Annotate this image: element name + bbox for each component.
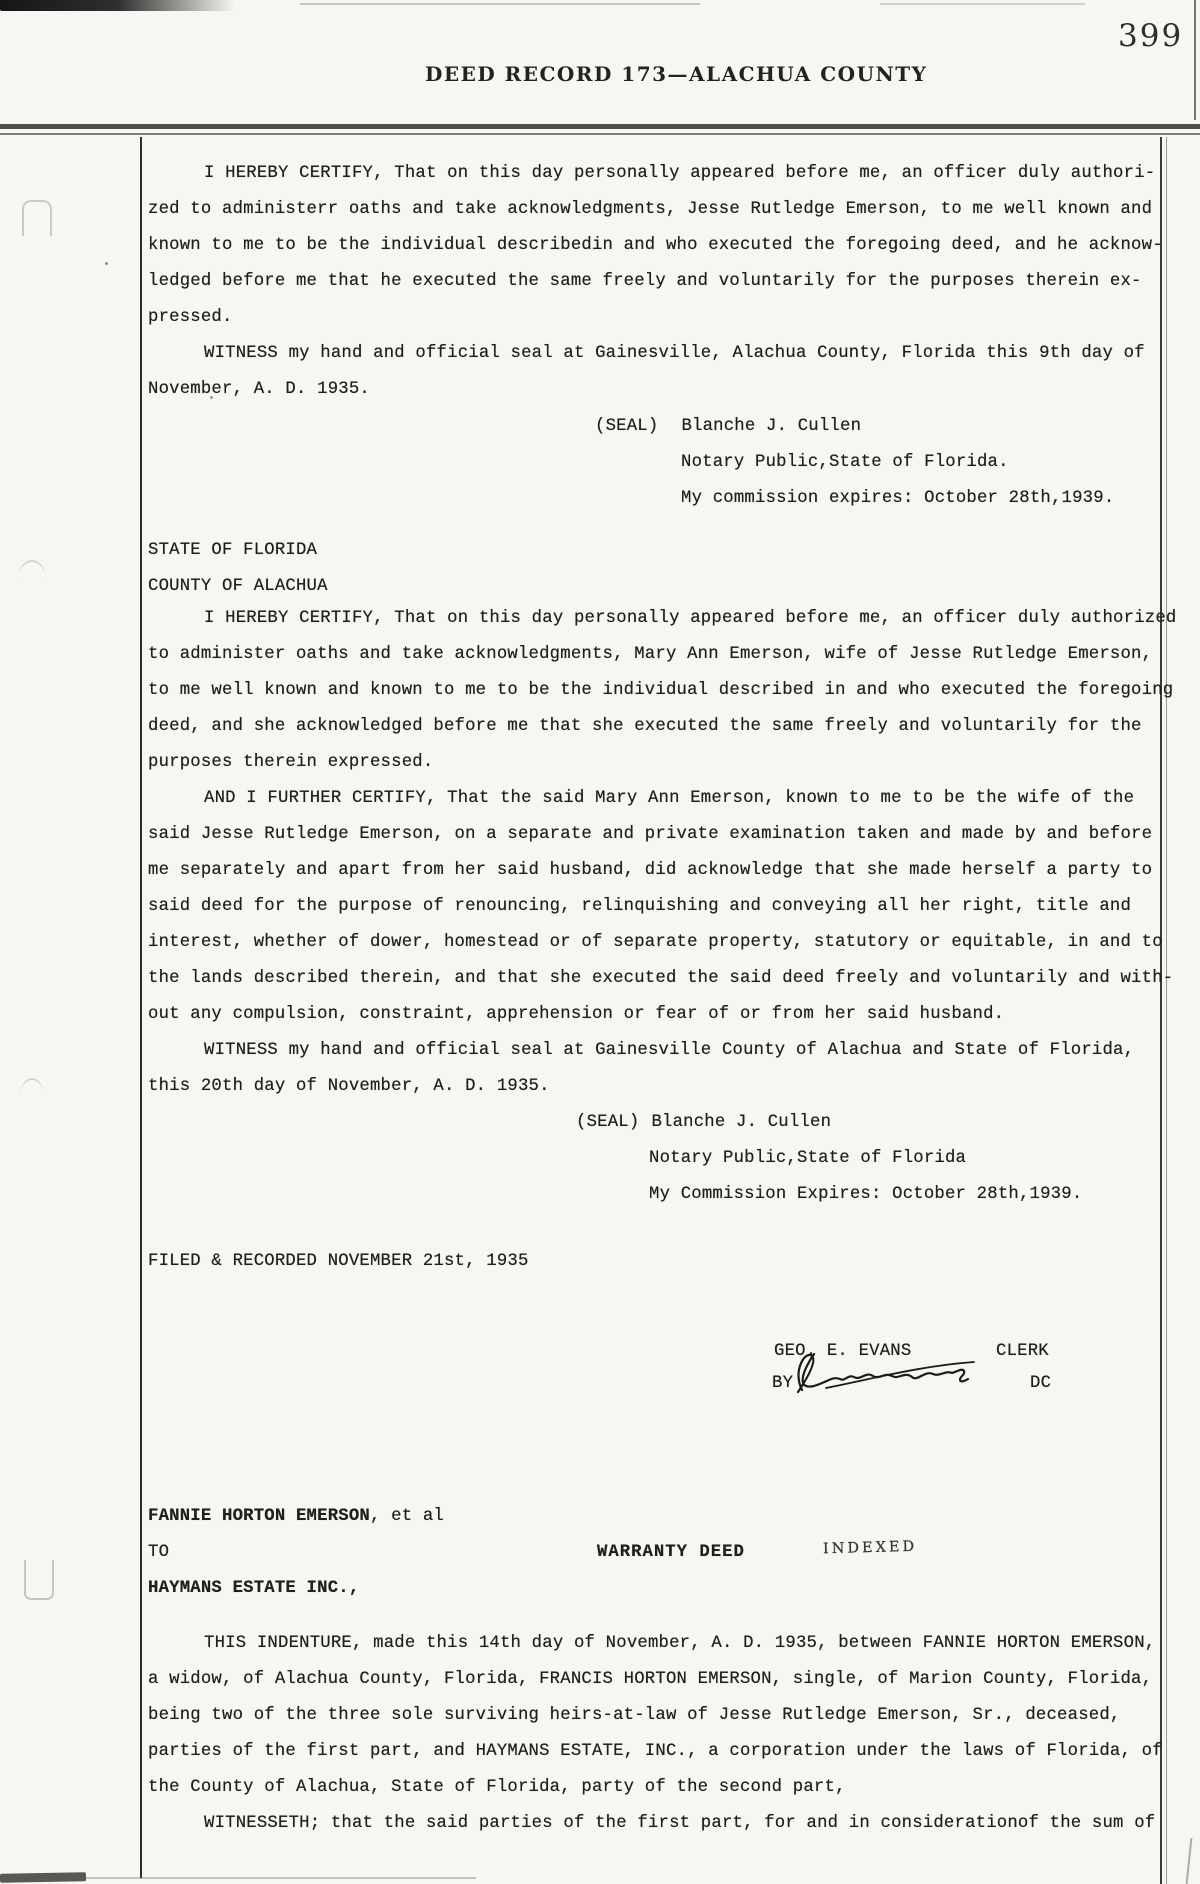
document-line: November, A. D. 1935.: [148, 380, 370, 399]
scan-artifact: [1186, 1838, 1193, 1884]
document-line: known to me to be the individual describedin and who executed the foregoing deed, and he acknow-: [148, 236, 1163, 255]
instrument-title: WARRANTY DEED: [597, 1543, 745, 1562]
document-line: being two of the three sole surviving heirs-at-law of Jesse Rutledge Emerson, Sr., deceased,: [148, 1706, 1121, 1725]
notary-title: Notary Public,State of Florida: [649, 1149, 967, 1168]
scan-artifact: [105, 262, 108, 265]
document-line: me separately and apart from her said husband, did acknowledge that she made herself a party to: [148, 861, 1153, 880]
scan-smudge-bottom: [0, 1872, 86, 1882]
document-line: said Jesse Rutledge Emerson, on a separate and private examination taken and made by and before: [148, 825, 1153, 844]
scan-artifact: [18, 560, 46, 580]
clerk-title: CLERK: [996, 1342, 1049, 1361]
scan-artifact: [300, 3, 700, 5]
caption-grantor: [148, 1499, 444, 1535]
page-number: 399: [1118, 18, 1184, 54]
document-line: WITNESSETH; that the said parties of the first part, for and in considerationof the sum of: [204, 1814, 1156, 1833]
document-line: said deed for the purpose of renouncing, relinquishing and conveying all her right, title and: [148, 897, 1132, 916]
document-line: WITNESS my hand and official seal at Gainesville County of Alachua and State of Florida,: [204, 1041, 1135, 1060]
venue-county: COUNTY OF ALACHUA: [148, 577, 328, 596]
document-line: the lands described therein, and that she executed the said deed freely and voluntarily and with-: [148, 969, 1174, 988]
further-certify-paragraph: [148, 781, 1173, 1033]
notary-commission: My Commission Expires: October 28th,1939.: [649, 1185, 1083, 1204]
clerk-deputy-initials: DC: [1030, 1374, 1052, 1393]
caption-grantee: HAYMANS ESTATE INC.,: [148, 1579, 360, 1598]
document-line: I HEREBY CERTIFY, That on this day personally appeared before me, an officer duly authori-: [204, 164, 1156, 183]
acknowledgment-paragraph-2: [148, 601, 1176, 781]
indenture-paragraph: [148, 1626, 1163, 1842]
indexed-stamp: INDEXED: [822, 1538, 918, 1558]
caption-to-label: TO: [148, 1543, 170, 1562]
witness-clause-1: [148, 336, 1145, 408]
document-line: to administer oaths and take acknowledgments, Mary Ann Emerson, wife of Jesse Rutledge Emerson,: [148, 645, 1153, 664]
document-line: WITNESS my hand and official seal at Gainesville, Alachua County, Florida this 9th day of: [204, 344, 1145, 363]
document-line: THIS INDENTURE, made this 14th day of November, A. D. 1935, between FANNIE HORTON EMERSON,: [204, 1634, 1156, 1653]
document-line: I HEREBY CERTIFY, That on this day personally appeared before me, an officer duly authorized: [204, 609, 1177, 628]
grantor-suffix: , et al: [369, 1507, 444, 1526]
running-header: DEED RECORD 173—ALACHUA COUNTY: [425, 62, 928, 86]
clerk-signature-handwriting: [788, 1346, 988, 1398]
document-line: AND I FURTHER CERTIFY, That the said Mary Ann Emerson, known to me to be the wife of the: [204, 789, 1135, 808]
header-rule: [0, 124, 1200, 129]
scan-artifact: [1194, 0, 1196, 120]
scan-artifact: [880, 3, 1085, 5]
scan-artifact: [20, 1078, 44, 1096]
header-rule: [0, 133, 1200, 135]
document-line: deed, and she acknowledged before me that she executed the same freely and voluntarily for the: [148, 717, 1142, 736]
clerk-by-label: BY: [772, 1374, 794, 1393]
venue-state: STATE OF FLORIDA: [148, 541, 318, 560]
filed-recorded-line: FILED & RECORDED NOVEMBER 21st, 1935: [148, 1252, 529, 1271]
seal-label: (SEAL): [595, 417, 659, 436]
document-line: pressed.: [148, 308, 233, 327]
document-line: purposes therein expressed.: [148, 753, 434, 772]
clerk-name: GEO. E. EVANS: [774, 1342, 912, 1361]
notary-title: Notary Public,State of Florida.: [681, 453, 1009, 472]
witness-clause-2: [148, 1033, 1134, 1105]
notary-seal-block-2: [576, 1105, 1082, 1213]
acknowledgment-paragraph-1: [148, 156, 1163, 336]
scan-artifact: [24, 1560, 54, 1600]
notary-seal-block-1: [595, 409, 1114, 517]
page-border-left: [140, 137, 142, 1878]
document-line: the County of Alachua, State of Florida, party of the second part,: [148, 1778, 846, 1797]
grantor-name: FANNIE HORTON EMERSON: [148, 1507, 370, 1526]
document-line: interest, whether of dower, homestead or of separate property, statutory or equitable, in and to: [148, 933, 1163, 952]
scan-artifact: [22, 200, 52, 236]
document-line: zed to administerr oaths and take acknowledgments, Jesse Rutledge Emerson, to me well known and: [148, 200, 1153, 219]
notary-name: Blanche J. Cullen: [681, 417, 862, 436]
document-line: ledged before me that he executed the same freely and voluntarily for the purposes therein ex-: [148, 272, 1142, 291]
notary-commission: My commission expires: October 28th,1939.: [681, 489, 1115, 508]
document-line: a widow, of Alachua County, Florida, FRANCIS HORTON EMERSON, single, of Marion County, Florida,: [148, 1670, 1153, 1689]
document-line: this 20th day of November, A. D. 1935.: [148, 1077, 550, 1096]
seal-label: (SEAL): [576, 1113, 640, 1132]
scan-artifact: [86, 1877, 476, 1879]
notary-name: Blanche J. Cullen: [651, 1113, 832, 1132]
document-line: out any compulsion, constraint, apprehension or fear of or from her said husband.: [148, 1005, 1005, 1024]
venue-block: [148, 533, 328, 605]
document-line: parties of the first part, and HAYMANS ESTATE, INC., a corporation under the laws of Florida, of: [148, 1742, 1163, 1761]
document-line: to me well known and known to me to be the individual described in and who executed the foregoing: [148, 681, 1174, 700]
scan-smudge-top: [0, 0, 262, 11]
